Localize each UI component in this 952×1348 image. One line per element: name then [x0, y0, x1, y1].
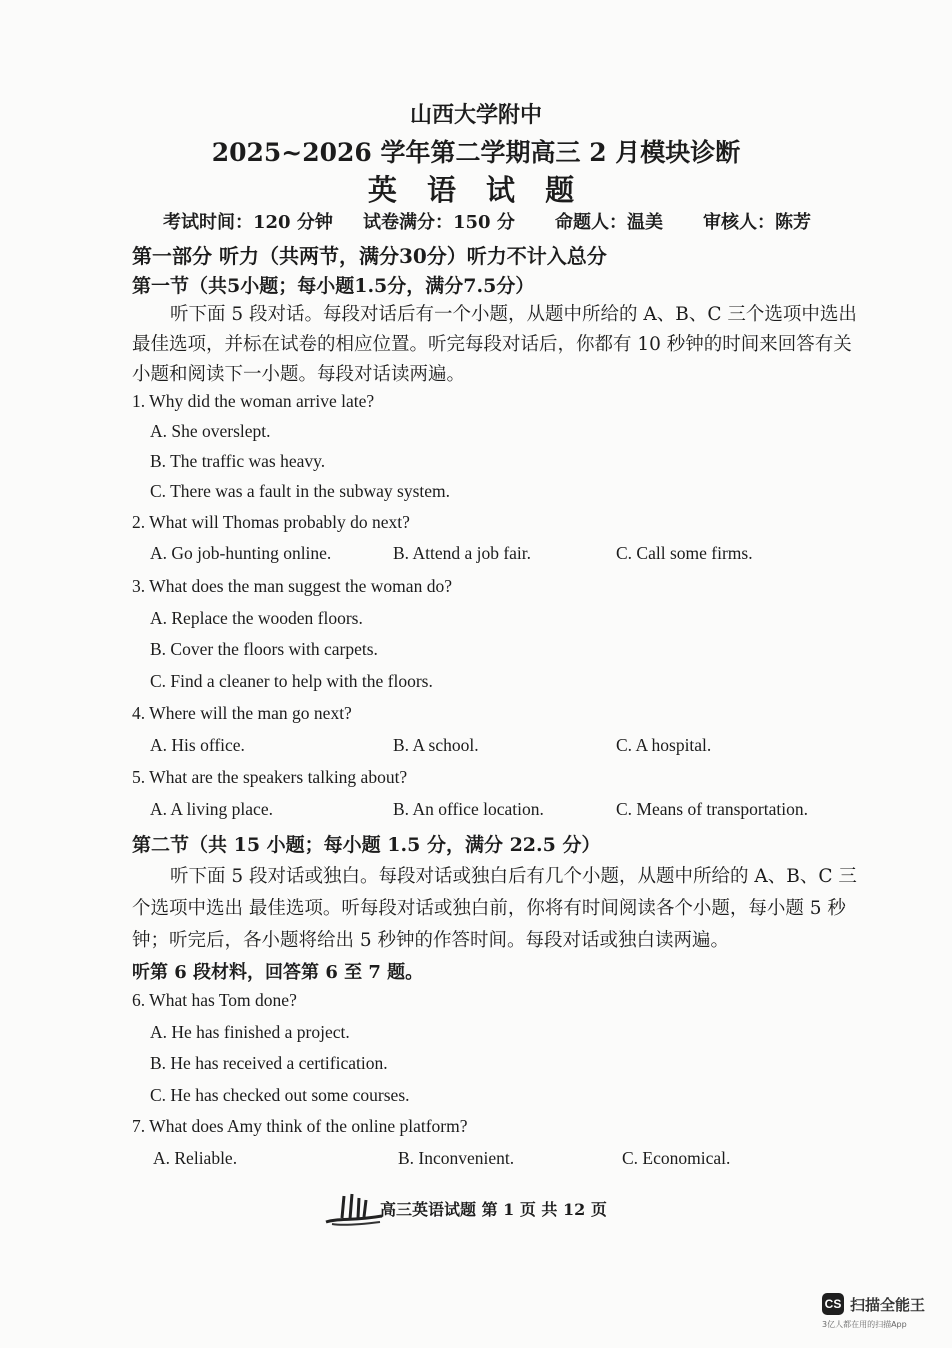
section1-instruction-line: 小题和阅读下一小题。每段对话读两遍。 [132, 364, 466, 385]
option: A. She overslept. [150, 421, 271, 441]
section2-title: 第二节（共 15 小题；每小题 1.5 分，满分 22.5 分） [132, 834, 601, 856]
option: A. His office. [150, 735, 245, 755]
part1-title: 第一部分 听力（共两节，满分30分）听力不计入总分 [132, 244, 607, 268]
option: C. A hospital. [616, 735, 712, 755]
option: C. There was a fault in the subway system. [150, 481, 451, 501]
exam-title: 2025~2026 学年第二学期高三 2 月模块诊断 [211, 138, 741, 167]
section2-instruction-line: 听下面 5 段对话或独白。每段对话或独白后有几个小题，从题中所给的 A、B、C 三 [170, 866, 857, 887]
exam-time: 考试时间：120 分钟 [163, 212, 333, 233]
option: A. Go job-hunting online. [150, 543, 332, 563]
option: B. The traffic was heavy. [150, 451, 326, 471]
question-stem: 2. What will Thomas probably do next? [132, 512, 410, 532]
option: B. Cover the floors with carpets. [150, 639, 378, 659]
option: B. An office location. [393, 799, 544, 819]
option: C. Call some firms. [616, 543, 753, 563]
question-stem: 1. Why did the woman arrive late? [132, 391, 375, 411]
option: B. A school. [393, 735, 479, 755]
question-stem: 7. What does Amy think of the online platform? [132, 1116, 468, 1136]
section1-title: 第一节（共5小题；每小题1.5分，满分7.5分） [132, 275, 535, 297]
question-stem: 3. What does the man suggest the woman do? [132, 576, 452, 596]
scanner-tagline: 3亿人都在用的扫描App [822, 1320, 907, 1329]
section2-instruction-line: 个选项中选出 最佳选项。听每段对话或独白前，你将有时间阅读各个小题，每小题 5 秒 [132, 898, 846, 919]
option: B. Inconvenient. [398, 1148, 515, 1168]
option: A. Replace the wooden floors. [150, 608, 363, 628]
option: C. Economical. [622, 1148, 731, 1168]
question-stem: 4. Where will the man go next? [132, 703, 352, 723]
material-note: 听第 6 段材料，回答第 6 至 7 题。 [132, 962, 424, 983]
scanner-app-name: 扫描全能王 [850, 1296, 926, 1314]
option: C. Find a cleaner to help with the floors. [150, 671, 433, 691]
setter: 命题人：温美 [555, 212, 663, 233]
section2-instruction-line: 钟；听完后，各小题将给出 5 秒钟的作答时间。每段对话或独白读两遍。 [132, 930, 730, 951]
page-footer: 高三英语试题 第 1 页 共 12 页 [380, 1200, 607, 1219]
subject-title: 英 语 试 题 [367, 173, 585, 207]
option: B. He has received a certification. [150, 1053, 388, 1073]
option: A. He has finished a project. [150, 1022, 350, 1042]
option: A. A living place. [150, 799, 273, 819]
full-score: 试卷满分：150 分 [363, 212, 515, 233]
section1-instruction-line: 最佳选项，并标在试卷的相应位置。听完每段对话后，你都有 10 秒钟的时间来回答有关 [132, 334, 852, 355]
question-stem: 5. What are the speakers talking about? [132, 767, 408, 787]
reviewer: 审核人：陈芳 [703, 212, 811, 233]
option: A. Reliable. [153, 1148, 238, 1168]
question-stem: 6. What has Tom done? [132, 990, 297, 1010]
option: C. He has checked out some courses. [150, 1085, 410, 1105]
school-name: 山西大学附中 [409, 102, 542, 128]
section1-instruction-line: 听下面 5 段对话。每段对话后有一个小题，从题中所给的 A、B、C 三个选项中选出 [170, 304, 857, 325]
option: C. Means of transportation. [616, 799, 808, 819]
option: B. Attend a job fair. [393, 543, 532, 563]
handwritten-mark-icon [324, 1188, 386, 1228]
scanner-logo-icon: CS [822, 1293, 844, 1315]
